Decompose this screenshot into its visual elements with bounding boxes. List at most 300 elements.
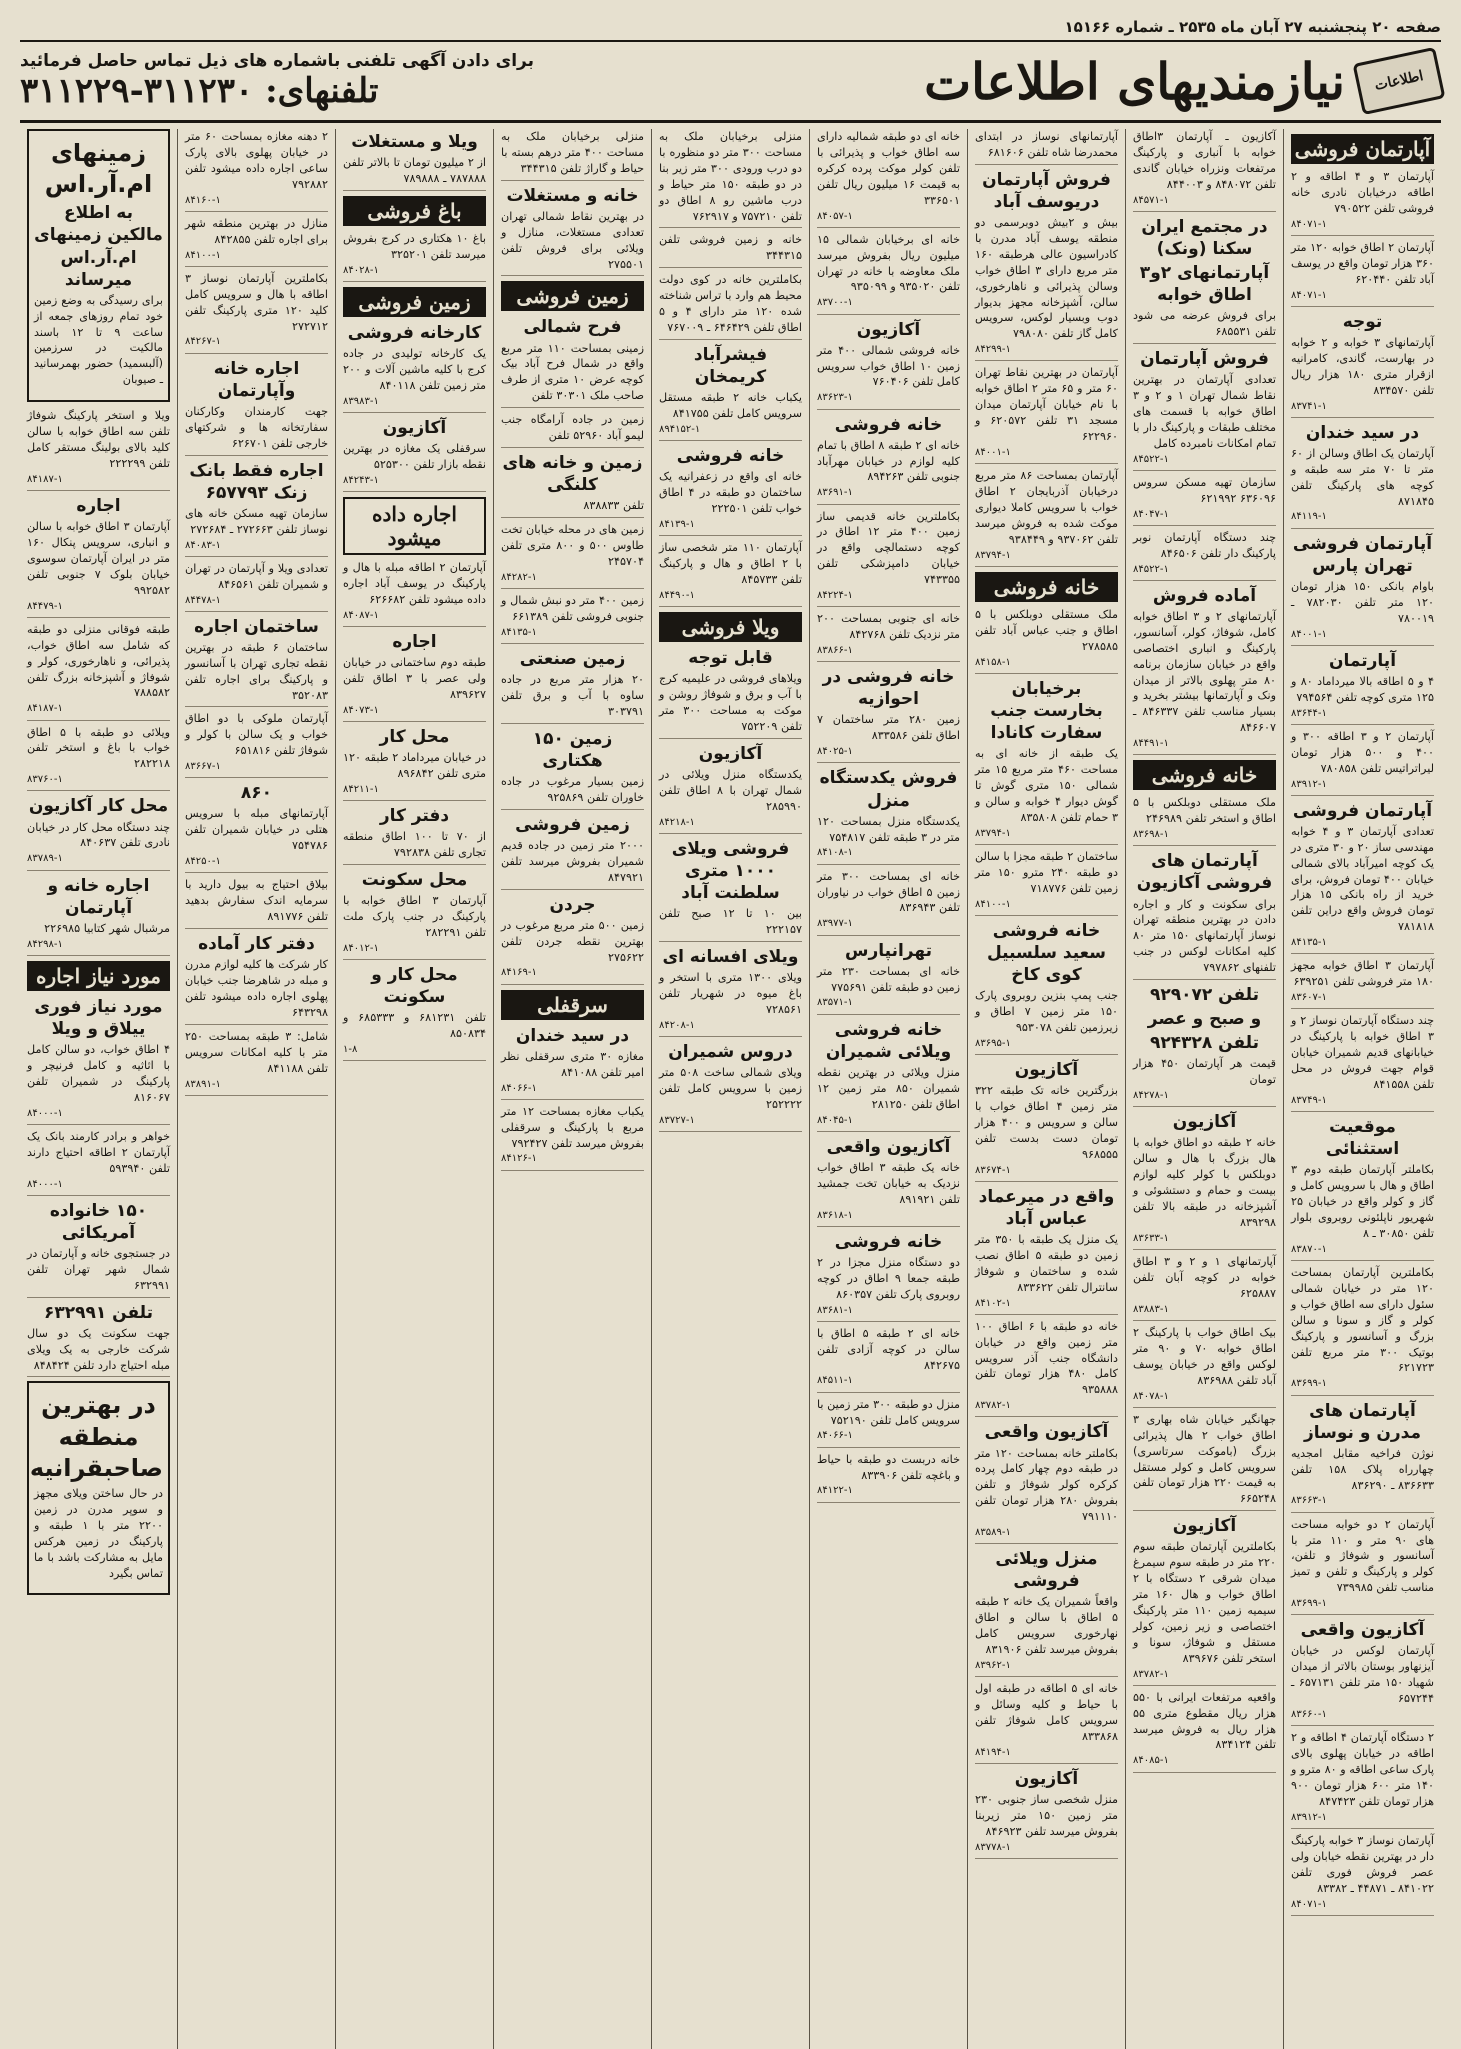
ad-text: باوام بانکی ۱۵۰ هزار تومان ۱۲۰ متر تلفن ۷۸۲۰۳۰ ـ ۷۸۰۰۱۹: [1291, 579, 1435, 625]
classified-ad: [1133, 609, 1276, 755]
classified-ad: [343, 750, 486, 801]
classified-ad: [975, 988, 1118, 1055]
ad-text: آپارتمان ملوکی با دو اطاق خواب و یک سالن با کولر و شوفاژ تلفن ۶۵۱۸۱۶: [185, 712, 328, 758]
ad-headline: خانه فروشی: [834, 1231, 943, 1252]
ad-text: یکدستگاه منزل بمساحت ۱۲۰ متر در ۳ طبقه تلفن ۷۵۴۸۱۷: [817, 814, 960, 844]
section-header: آپارتمان فروشی: [1291, 134, 1434, 164]
ad-code: ۸۴۰۲۸-۱: [343, 264, 379, 276]
classified-ad: [343, 893, 486, 960]
classified-ad: [1133, 1690, 1276, 1773]
classified-ad: [975, 1083, 1118, 1182]
ad-text: مغازه ۳۰ متری سرقفلی نظر امیر تلفن ۸۴۱۰۸۸: [501, 1049, 644, 1079]
title-text: نیازمندیهای اطلاعات: [924, 51, 1345, 111]
ad-headline: ۱۵۰ خانواده آمریکائی: [49, 1200, 148, 1243]
ad-text: در خیابان میرداماد ۲ طبقه ۱۲۰ متری تلفن ۸۹۶۸۴۲: [343, 751, 486, 780]
ad-code: ۸۴۱۲۶-۱: [501, 1153, 537, 1165]
column-9: [20, 129, 177, 2049]
column-2: [1125, 129, 1283, 2049]
ad-text: منزلی برخیابان ملک به مساحت ۳۰۰ متر دو منظوره با دو درب ورودی ۳۰۰ متر زیر بنا در دو طبقه ۱۵۰ متر حیاط و درب ماشین رو ۸ اطاق دو تلفن ۷۵۷۲۱۰ و ۷۶۲۹۱۷: [659, 130, 802, 223]
ad-headline: خانه فروشی در احوازیه: [822, 667, 955, 710]
classified-ad: [1133, 1254, 1276, 1321]
ad-text: آپارتمان بمساحت ۸۶ متر مربع درخیابان آذربایجان ۲ اطاق خواب با سرویس کاملا دیواری موکت شده به فروش میرسد تلفن ۹۳۷۰۶۲ و ۹۳۸۴۴۹: [975, 469, 1118, 546]
ad-code: ۸۳۸۹۱-۱: [185, 1078, 221, 1090]
classified-ad: [343, 1010, 486, 1061]
classified-ad: [185, 129, 328, 212]
ad-code: ۸۴۱۰۸-۱: [817, 847, 853, 859]
classified-ad: [501, 341, 644, 409]
classified-ad: [975, 1232, 1118, 1315]
ad-code: ۸۴۰۰۰-۱: [27, 1178, 63, 1190]
ad-text: جهانگیر خیابان شاه بهاری ۳ اطاق خواب ۲ هال پذیرائی بزرگ (باموکت سرتاسری) سرویس کامل و کولر مستقل به قیمت ۲۲۰ هزار تومان تلفن ۶۶۵۲۴۸: [1133, 1412, 1276, 1506]
classified-ad: [27, 725, 170, 792]
ad-text: زمین در جاده آرامگاه جنب لیمو آباد ۵۲۹۶۰ تلفن: [501, 413, 644, 443]
ad-text: ۴ اطاق خواب، دو سالن کامل با اثاثیه و کامل فرنیچر و پارکینگ در شمیران تلفن ۸۱۶۰۶۷: [27, 1043, 170, 1104]
classified-ad: [659, 540, 802, 607]
ad-text: ویلای شمالی ساخت ۵۰۸ متر زمین با سرویس کامل تلفن ۲۵۲۲۲۲: [659, 1065, 802, 1111]
ad-text: خانه دو طبقه با ۶ اطاق ۱۰۰ متر زمین واقع در خیابان دانشگاه جنب آذر سرویس کامل ۴۸۰ هزار تومان تلفن ۹۳۵۸۸۸: [975, 1319, 1118, 1397]
classified-ad: [27, 1246, 170, 1298]
ad-code: ۸۴۱۰۰-۱: [185, 249, 221, 261]
ad-code: ۸۳۹۱۲-۱: [1291, 778, 1327, 790]
ad-code: ۸۴۲۴۳-۱: [343, 474, 379, 486]
classified-ad: [817, 1160, 960, 1227]
classified-ad: [343, 441, 486, 492]
classified-ad: [1133, 308, 1276, 344]
ad-text: طبقه دوم ساختمانی در خیابان ولی عصر با ۳ اطاق تلفن ۸۳۹۶۲۷: [343, 656, 486, 701]
ad-text: منزل ویلائی در بهترین نقطه شمیران ۸۵۰ متر زمین ۱۲ اطاق تلفن ۲۸۱۲۵۰: [817, 1065, 960, 1111]
ad-code: ۸۳۶۱۸-۱: [817, 1209, 853, 1221]
ad-headline: جردن: [549, 894, 596, 915]
ad-code: ۸۴۵۲۲-۱: [1133, 453, 1169, 465]
ad-text: زمینی بمساحت ۱۱۰ متر مربع واقع در شمال فرح آباد بیک کوچه عرض ۱۰ متری از طرف صاحب ملک ۳۰۳۰۱ تلفن: [501, 341, 644, 403]
ad-text: بیلاق احتیاج به بیول دارید با سرمایه اندک سفارش بدهید تلفن ۸۹۱۷۷۶: [185, 878, 328, 924]
ad-text: از ۲ میلیون تومان تا بالاتر تلفن ۷۸۷۸۸۸ ـ ۷۸۹۸۸۸: [343, 156, 486, 185]
classified-ad: [975, 1446, 1118, 1545]
classified-ad: [27, 1326, 170, 1378]
ad-code: ۸۴۱۳۹-۱: [659, 518, 695, 530]
ad-code: ۸۳۷۹۴-۱: [975, 549, 1011, 561]
ad-headline: اجاره خانه و آپارتمان: [47, 875, 150, 918]
ad-text: کار شرکت ها کلیه لوازم مدرن و مبله در شاهرضا جنب خیابان پهلوی اجاره داده میشود تلفن ۶۴۳۲۹۸: [185, 958, 328, 1019]
column-8: [177, 129, 335, 2049]
ad-code: ۸۳۷۴۹-۱: [1291, 1094, 1327, 1106]
ad-text: ویلاهای فروشی در علیمیه کرج با آب و برق و شوفاژ روشن و موکت به مساحت ۳۰۰ متر تلفن ۷۵۲۲۰۹: [659, 672, 802, 733]
ad-code: ۸۳۶۳۳-۱: [1133, 1232, 1169, 1244]
classified-ad: [659, 970, 802, 1037]
ad-code: ۸۴۲۱۸-۱: [659, 816, 695, 828]
ad-text: بیش و ۲بیش دوبرسمی دو منطقه یوسف آباد مدرن با کادراسیون عالی هرطبقه ۱۶۰ متر مربع دارای ۳ اطاق خواب وسالن پذیرائی و ناهارخوری، سالن، آشپزخانه مجهز بدیوار دوب وبسیار لوکس، سرویس کامل گاز تلفن ۷۹۸۰۸۰: [975, 216, 1118, 341]
ad-text: خانه و زمین فروشی تلفن ۳۴۴۳۱۵: [659, 233, 802, 263]
ad-code: ۸۴۰۷۳-۱: [343, 704, 379, 716]
ad-code: ۸۴۲۸۲-۱: [501, 571, 537, 583]
ad-headline: توجه: [1342, 311, 1383, 332]
ad-text: یک منزل یک طبقه با ۳۵۰ متر زمین دو طبقه ۵ اطاق نصب شده و ساختمان و شوفاژ سانترال تلفن ۸۳۳۶۲۲: [975, 1232, 1119, 1294]
ad-code: ۸۳۹۷۷-۱: [817, 918, 853, 930]
ad-code: ۸۴۰۷۱-۱: [1291, 289, 1327, 301]
ad-code: ۸۳۶۶۰-۱: [1291, 1709, 1327, 1721]
section-header: زمین فروشی: [343, 287, 486, 317]
ad-text: آپارتمان ۲ اطاق خوابه ۱۲۰ متر ۳۶۰ هزار تومان واقع در یوسف آباد تلفن ۶۲۰۴۴۰: [1291, 240, 1434, 286]
ad-code: ۸۴۰۷۱-۱: [1291, 218, 1327, 230]
contact-box: [20, 51, 534, 111]
ad-text: آپارتمان یک اطاق وسالن از ۶۰ متر تا ۷۰ متر سه طبقه و کوچه های پارکینگ تلفن ۸۷۱۸۴۵: [1291, 446, 1434, 508]
ad-code: ۸۴۰۸۵-۱: [1133, 1755, 1169, 1767]
column-5: [651, 129, 809, 2049]
ad-code: ۸۴۲۱۱-۱: [343, 783, 379, 795]
ad-headline: آکازیون: [698, 743, 763, 764]
classified-ad: [1291, 824, 1434, 955]
ad-text: ملک مستقلی دوبلکس با ۵ اطاق و جنب عباس آباد تلفن ۲۷۸۵۸۵: [975, 607, 1118, 653]
ad-headline: اجاره: [392, 631, 437, 652]
ad-text: آکازیون ـ آپارتمان ۳اطاق خوابه با آنباری و پارکینگ مرتفعات ونزراه خیابان گاندی تلفن ۸۴۸۰۷۲ و ۸۴۴۰۰۳: [1133, 130, 1276, 191]
ad-headline: آکازیون واقعی: [826, 1136, 951, 1157]
ad-headline: تهرانپارس: [845, 940, 932, 961]
ad-headline: فروش آپارتمان دریوسف آباد: [982, 169, 1111, 212]
ad-code: ۸۴۱۱۹-۱: [1291, 511, 1327, 523]
ad-code: ۸۴۰۸۳-۱: [185, 539, 221, 551]
announcement-subtitle: به اطلاع مالکین زمینهای ام.آر.اس میرساند: [34, 203, 163, 290]
ad-text: خانه ای برخیابان شمالی ۱۵ میلیون ریال بفروش میرسد ملک معاوضه با خانه در تهران تلفن ۹۳۵۰۲۰ و ۹۳۵۰۹۹: [817, 232, 960, 294]
classified-ad: [343, 829, 486, 865]
classified-ad: [1291, 1013, 1434, 1112]
ad-headline: فیشرآباد کریمخان: [693, 344, 768, 387]
classified-ad: [501, 209, 644, 277]
ad-headline: خانه فروشی: [834, 414, 943, 435]
ad-code: ۸۴۰۶۶-۱: [817, 1430, 853, 1442]
classified-ad: [1291, 1833, 1434, 1916]
ad-text: ۲ دهنه مغازه بمساحت ۶۰ متر در خیابان پهلوی بالای پارک ساعی اجاره داده میشود تلفن ۷۹۲۸۸۲: [185, 130, 328, 191]
classified-ad: [27, 622, 170, 721]
ad-text: واقعیه مرتفعات ایرانی با ۵۵۰ هزار ریال مقطوع متری ۵۵ هزار ریال به فروش میرسد تلفن ۸۳۴۱۲۴: [1133, 1690, 1276, 1752]
ad-text: خانه ای ۵ اطاقه در طبقه اول با حیاط و کلیه وسائل و سرویس کامل شوفاژ تلفن ۸۳۳۸۶۸: [975, 1682, 1118, 1743]
classified-ad: [817, 814, 960, 865]
ad-text: خانه فروشی شمالی ۴۰۰ متر زمین ۱۰ اطاق خواب سرویس کامل تلفن ۷۶۰۴۰۶: [817, 343, 960, 389]
ad-headline: ویلا و مستغلات: [351, 132, 478, 152]
ad-headline: آکازیون: [382, 417, 447, 438]
ad-code: ۸۴۱۰۰-۱: [975, 898, 1011, 910]
section-title: [924, 52, 1441, 111]
ad-text: نوژن فراخیه مقابل امجدیه چهارراه پلاک ۱۵۸ تلفن ۸۳۶۶۳۳ ـ ۸۳۶۲۹۰: [1291, 1446, 1434, 1492]
ad-code: ۸۴۲۰۸-۱: [659, 1019, 695, 1031]
ad-text: باغ ۱۰ هکتاری در کرج بفروش میرسد تلفن ۳۲۵۲۰۱: [343, 231, 486, 261]
column-7: [335, 129, 493, 2049]
ad-text: واقعاً شمیران یک خانه ۲ طبقه ۵ اطاق با سالن و اطاق نهارخوری سرویس کامل بفروش میرسد تلفن ۸۳۱۹۰۶: [975, 1595, 1118, 1657]
classified-ad: [659, 469, 802, 536]
ad-headline: آپارتمان: [1328, 650, 1397, 671]
ad-text: آپارتمان ۳ اطاق خوابه مجهز ۱۸۰ متر فروشی تلفن ۶۳۹۲۵۱: [1291, 959, 1435, 989]
column-3: [967, 129, 1125, 2049]
classified-ad: [817, 129, 960, 228]
ad-code: ۸۴۴۹۱-۱: [1133, 738, 1169, 750]
classified-ad: [501, 412, 644, 448]
ad-text: جنب پمپ بنزین روبروی پارک ۱۵۰ متر زمین ۷ اطاق و زیرزمین تلفن ۹۵۳۰۷۸: [975, 988, 1118, 1034]
ad-code: ۸۳۶۹۹-۱: [1291, 1598, 1327, 1610]
ad-headline: محل سکونت: [361, 869, 468, 890]
classified-ad: [27, 820, 170, 871]
ad-text: منزل شخصی ساز جنوبی ۲۳۰ متر زمین ۱۵۰ متر زیربنا بفروش میرسد تلفن ۸۴۶۹۲۳: [975, 1793, 1118, 1838]
ad-code: ۸۳۹۶۲-۱: [975, 1660, 1011, 1672]
ad-text: آپارتمان ۳ و ۴ اطاقه و ۲ اطاقه درخیابان نادری خانه فروشی تلفن ۷۹۰۵۲۲: [1291, 170, 1435, 215]
announcement-title: زمینهای ام.آر.اس: [44, 139, 153, 199]
ad-headline: ویلای افسانه ای: [662, 946, 799, 967]
page-info: صفحه ۲۰ پنجشنبه ۲۷ آبان ماه ۲۵۳۵ ـ شماره ۱۵۱۶۶: [1064, 18, 1441, 36]
ad-text: تعدادی آپارتمان در بهترین نقاط شمال تهران ۱ و ۲ و ۳ اطاق خوابه با قسمت های مختلف طبقات و پارکینگ دار با تمام امکانات نامبرده کامل: [1133, 373, 1277, 450]
ad-text: بزرگترین خانه تک طبقه ۳۲۲ متر زمین ۴ اطاق خواب با سالن و سرویس و ۴۰۰ هزار تومان دست بدست تلفن ۹۶۸۵۵۵: [975, 1083, 1118, 1161]
ad-text: آپارتمانهای مبله با سرویس هتلی در خیابان شمیران تلفن ۷۵۴۷۸۶: [185, 807, 328, 853]
classified-ad: [975, 1594, 1118, 1677]
classified-ad: [501, 498, 644, 518]
ad-text: از ۷۰ تا ۱۰۰ اطاق منطقه تجاری تلفن ۷۹۲۸۳۸: [343, 830, 487, 859]
classified-ad: [343, 155, 486, 191]
ad-code: ۸۴۲۲۴-۱: [817, 590, 853, 602]
ad-headline: زمین صنعتی: [519, 648, 626, 669]
ad-headline: تلفن ۹۲۹۰۷۲: [1149, 985, 1260, 1006]
classified-ad: [659, 906, 802, 942]
ad-text: منزل دو طبقه ۳۰۰ متر زمین با سرویس کامل تلفن ۷۵۲۱۹۰: [817, 1397, 960, 1427]
classified-ad: [1291, 1162, 1434, 1261]
classified-ad: [975, 746, 1118, 845]
ad-text: زمین ۵۰۰ متر مربع مرغوب در بهترین نقطه جردن تلفن ۲۷۵۶۲۲: [501, 918, 644, 964]
classified-ad: [975, 849, 1118, 916]
ad-headline: دفتر کار: [379, 806, 450, 826]
ad-text: آپارتمانهای ۳ خوابه و ۲ خوابه در بهارست، گاندی، کامرانیه ازقرار متری ۱۸۰ هزار ریال تلفن ۸۳۴۵۷۰: [1291, 335, 1435, 397]
classified-ad: [1133, 1056, 1276, 1107]
ad-code: ۸۴۰۰۱-۱: [1291, 628, 1327, 640]
ad-headline: آپارتمان های مدرن و نوساز: [1304, 1400, 1421, 1443]
classified-ad: [975, 1681, 1118, 1764]
page-info-bar: [20, 14, 1441, 42]
announcement-title: در بهترین منطقه صاحبقرانیه: [29, 1391, 163, 1482]
ad-headline: برخیابان بخارست جنب سفارت کانادا: [990, 678, 1103, 743]
classified-ad: [501, 838, 644, 890]
ad-text: ۴ و ۵ اطاقه بالا میرداماد ۸۰ و ۱۲۵ متری کوچه تلفن ۷۹۴۵۶۴: [1291, 674, 1434, 704]
classified-ad: [185, 1029, 328, 1096]
ad-text: آپارتمان ۱۱۰ متر شخصی ساز با ۲ اطاق و هال و پارکینگ تلفن ۸۴۵۷۳۳: [659, 541, 802, 586]
ad-code: ۸۴۱۹۴-۱: [975, 1746, 1011, 1758]
classified-ad: [975, 607, 1118, 674]
ad-text: یکدستگاه منزل ویلائی در شمال تهران با ۸ اطاق تلفن ۲۸۵۹۹۰: [659, 767, 802, 813]
ad-headline: و صبح و عصر: [1147, 1009, 1262, 1030]
ad-code: ۸۴۱۳۵-۱: [501, 626, 537, 638]
ad-text: ویلا و استخر پارکینگ شوفاژ تلفن سه اطاق خوابه با سالن کلید بالای بولینگ مستقر کامل تلفن ۲۲۲۲۹۹: [27, 409, 170, 470]
ad-text: ویلای ۱۳۰۰ متری با استخر و باغ میوه در شهریار تلفن ۷۲۸۵۶۱: [659, 970, 802, 1016]
ad-headline: آماده فروش: [1152, 585, 1257, 606]
ad-code: ۸۳۶۰۷-۱: [1291, 992, 1327, 1004]
classified-ad: [1291, 729, 1434, 796]
classified-ad: [1133, 475, 1276, 526]
ad-text: خانه ای بمساحت ۳۰۰ متر زمین ۵ اطاق خواب در نیاوران تلفن ۸۳۶۹۴۳: [817, 869, 961, 915]
ad-code: ۸۴۰۷۱-۱: [1291, 1898, 1327, 1910]
ad-text: طبقه فوقانی منزلی دو طبقه که شامل سه اطاق خواب، پذیرائی، و ناهارخوری، کولر و شوفاژ و آشپزخانه بزرگ تلفن ۷۸۸۵۸۲: [27, 622, 170, 700]
classified-ad: [817, 1326, 960, 1393]
classified-ad: [501, 1104, 644, 1171]
ad-code: ۸۳۶۹۹-۱: [1291, 1378, 1327, 1390]
ad-headline: زمین و خانه های کلنگی: [502, 452, 643, 496]
ad-text: چند دستگاه محل کار در خیابان نادری تلفن ۸۴۰۶۳۷: [27, 820, 170, 850]
ad-headline: فروش یکدستگاه منزل: [819, 768, 958, 811]
classified-ad: [817, 1065, 960, 1132]
ad-code: ۸۳۶۷۴-۱: [975, 1164, 1011, 1176]
classified-ad: [817, 509, 960, 608]
ad-text: آپارتمانهای نوساز در ابتدای محمدرضا شاه تلفن ۶۸۱۶۰۶: [975, 130, 1118, 159]
ad-text: زمین ۲۸۰ متر ساختمان ۷ اطاق تلفن ۸۳۳۵۸۶: [817, 713, 960, 743]
ad-code: ۸۴۰۱۲-۱: [343, 942, 379, 954]
ad-text: در بهترین نقاط شمالی تهران تعدادی مستغلات، منازل و ویلائی برای فروش تلفن ۲۷۵۵۰۱: [501, 209, 644, 271]
ad-text: منازل در بهترین منطقه شهر برای اجاره تلفن ۸۴۲۸۵۵: [185, 216, 328, 246]
ad-code: ۸۴۰۰۱-۱: [975, 446, 1011, 458]
ad-text: شامل: ۳ طبقه بمساحت ۲۵۰ متر با کلیه امکانات سرویس تلفن ۸۴۱۱۸۸: [185, 1029, 328, 1075]
ad-headline: اجاره فقط بانک زنک ۶۵۷۷۹۳: [189, 460, 324, 503]
classified-ad: [501, 593, 644, 644]
section-header: سرقفلی: [501, 990, 644, 1020]
classified-ad: [975, 129, 1118, 165]
ad-code: ۸۴۰۰۰-۱: [27, 1107, 63, 1119]
classified-ad: [817, 438, 960, 505]
classified-ad: [1291, 446, 1434, 529]
classified-ad: [1133, 897, 1276, 981]
classified-ad: [1291, 1446, 1434, 1513]
ad-text: خانه ای دو طبقه شمالیه دارای سه اطاق خواب و پذیرائی با تلفن کولر موکت پرده کرکره به قیمت ۱۶ میلیون ریال تلفن ۳۳۶۵۰۱: [817, 130, 960, 207]
ad-headline: تلفن ۶۳۲۹۹۱: [43, 1302, 154, 1323]
classified-ad: [659, 129, 802, 228]
masthead: [20, 42, 1441, 123]
ad-headline: مورد نیاز فوری ییلاق و ویلا: [34, 996, 163, 1039]
classified-ad: [27, 1042, 170, 1125]
ad-headline: فروش آپارتمان: [1140, 349, 1269, 369]
ad-text: تعدادی ویلا و آپارتمان در تهران و شمیران تلفن ۸۴۶۵۶۱: [185, 561, 328, 591]
ad-headline: زمین ۱۵۰ هکتاری: [532, 728, 613, 771]
ad-text: ۲ دستگاه آپارتمان ۴ اطاقه و ۲ اطاقه در خیابان پهلوی بالای پارک ساعی اطاقه و ۸۰ مترو و ۱۴۰ متر ۶۰۰ هزار تومان ۹۰۰ هزار تومان تلفن ۸۴۷۴۲۳: [1291, 1731, 1435, 1808]
ad-code: ۸۴۰۶۶-۱: [501, 1082, 537, 1094]
ad-code: ۸۴۰۸۷-۱: [343, 609, 379, 621]
announcement-body: برای رسیدگی به وضع زمین خود تمام روزهای جمعه از ساعت ۹ تا ۱۲ باسند مالکیت در سرزمین (آلبسمید) حضور بهمرسانید ـ صیوبان: [34, 293, 164, 387]
ad-headline: فرح شمالی: [523, 317, 622, 338]
ad-text: چند دستگاه آپارتمان نوبر پارکینگ دار تلفن ۸۴۶۵۰۶: [1133, 530, 1276, 560]
ad-text: بکاملتر آپارتمان طبقه دوم ۳ اطاق و هال با سرویس کامل و گاز و کولر واقع در خیابان ۲۵ شهریور ناپلئونی روبروی بلوار تلفن ۳۰۸۵۰ ـ ۸: [1291, 1163, 1434, 1240]
ad-code: ۸۴۰۲۵-۱: [817, 746, 853, 758]
ad-code: ۸۳۸۷۰-۱: [1291, 1243, 1327, 1255]
ad-headline: محل کار آکازیون: [28, 796, 169, 817]
section-header: ویلا فروشی: [659, 612, 802, 642]
ad-headline: ساختمان اجاره: [194, 616, 319, 637]
column-4: [809, 129, 967, 2049]
classified-ad: [817, 1255, 960, 1322]
boxed-announcement: [27, 129, 170, 402]
newspaper-logo-icon: [1353, 47, 1446, 115]
ad-code: ۸۴۲۹۸-۱: [27, 938, 63, 950]
ad-headline: آپارتمان فروشی: [1292, 800, 1433, 821]
classified-ad: [185, 640, 328, 708]
classified-ad: [1291, 674, 1434, 725]
classified-ad: [27, 519, 170, 618]
classified-ad: [975, 1319, 1118, 1418]
ad-code: ۸۴۰۴۵-۱: [817, 1114, 853, 1126]
ad-text: در جستجوی خانه و آپارتمان در شمال شهر تهران تلفن ۶۳۲۹۹۱: [27, 1246, 170, 1292]
ad-headline: آکازیون واقعی: [1300, 1620, 1425, 1641]
ad-code: ۸۳۷۴۱-۱: [1291, 400, 1327, 412]
ad-text: ساختمان ۲ طبقه مجزا با سالن دو طبقه ۲۴۰ مترو ۱۵۰ متر زمین تلفن ۷۱۸۷۷۶: [975, 849, 1118, 895]
classified-ad: [27, 1129, 170, 1196]
ad-code: ۸۴۲۹۹-۱: [975, 344, 1011, 356]
ad-text: بکاملترین آپارتمان طبقه سوم ۲۲۰ متر در طبقه سوم سیمرغ میدان شرقی ۲ دستگاه با ۲ اطاق خواب و هال ۱۶۰ متر سیمیه زمین ۱۱۰ متر پارکینگ اختصاصی و زیر زمین، کولر مستقل و شوفاژ، سونا و استخر تلفن ۸۳۹۶۷۶: [1133, 1540, 1276, 1665]
ad-text: خواهر و برادر کارمند بانک یک آپارتمان ۲ اطاقه احتیاج دارند تلفن ۵۹۳۹۴۰: [27, 1129, 170, 1175]
ad-code: ۸۴۱۶۹-۱: [501, 967, 537, 979]
ad-code: ۸۳۷۰۰-۱: [817, 297, 853, 309]
classified-ad: [817, 964, 960, 1015]
ad-headline: اجاره: [76, 496, 121, 516]
ad-text: خانه ای واقع در زعفرانیه یک ساختمان دو طبقه در ۴ اطاق خواب تلفن ۲۲۲۵۰۱: [659, 470, 802, 515]
ad-text: یک کارخانه تولیدی در جاده کرج با کلیه ماشین آلات و ۲۰۰ متر زمین تلفن ۸۴۰۱۱۸: [343, 347, 486, 392]
classified-ad: [817, 1452, 960, 1503]
announcement-body: در حال ساختن ویلای مجهز و سوپر مدرن در زمین ۲۲۰۰ متر با ۱ طبقه و پارکینگ در زمین هرکس مایل به مشارکت باشد با ما تماس بگیرد: [34, 1487, 164, 1580]
classified-ad: [1133, 1412, 1276, 1511]
ad-text: ملک مستقلی دوبلکس با ۵ اطاق و استخر تلفن ۲۴۶۹۸۹: [1133, 796, 1276, 826]
ad-code: ۸۴۰۴۷-۱: [1133, 508, 1169, 520]
ad-text: بین ۱۰ تا ۱۲ صبح تلفن ۲۲۲۱۵۷: [659, 906, 803, 936]
ad-code: ۸۴۵۷۱-۱: [1133, 194, 1169, 206]
classified-ad: [1291, 958, 1434, 1009]
classified-ad: [975, 1792, 1118, 1859]
section-header: زمین فروشی: [501, 281, 644, 311]
classified-ad: [185, 561, 328, 612]
ad-text: خانه دربست دو طبقه با حیاط و باغچه تلفن ۸۳۳۹۰۶: [817, 1452, 960, 1482]
ad-code: ۸۴۱۲۲-۱: [817, 1485, 853, 1497]
ad-text: آپارتمان در بهترین نقاط تهران ۶۰ متر و ۶۵ متر ۲ اطاق خوابه با نام خیابان آپارتمان میدان مسجد ۳۱ تلفن ۶۲۰۵۷۲ و ۶۲۲۹۶۰: [975, 366, 1119, 444]
ad-text: مرشبال شهر کتابیا ۲۲۶۹۸۵: [44, 921, 170, 935]
classified-ad: [1133, 1539, 1276, 1685]
ad-code: ۸۴۰۵۷-۱: [817, 210, 853, 222]
ad-headline: آپارتمان های فروشی آکازیون: [1136, 851, 1273, 894]
ad-headline: خانه فروشی ویلائی شمیران: [825, 1019, 952, 1062]
classified-ad: [501, 672, 644, 724]
ad-headline: در سید خندان: [515, 1025, 630, 1046]
classified-ad: [659, 272, 802, 340]
classified-ad: [27, 408, 170, 491]
ad-text: خانه ۲ طبقه دو اطاق خوابه با هال بزرگ با هال و سالن دوبلکس با کولر کلیه لوازم بیست و حمام و دستشوئی و آشپزخانه در طبقه بالا تلفن ۸۳۹۲۹۸: [1133, 1136, 1276, 1229]
classified-ad: [975, 468, 1118, 567]
contact-phones: تلفنهای: ۳۱۱۲۳۰-۳۱۱۲۲۹: [20, 71, 379, 111]
classified-ad: [1291, 579, 1434, 646]
ad-code: ۸۳۷۸۹-۱: [27, 853, 63, 865]
classified-ad: [1133, 372, 1276, 471]
ad-headline: قابل توجه: [688, 647, 773, 668]
ad-headline: آکازیون: [1014, 1059, 1079, 1080]
section-header: مورد نیاز اجاره: [27, 961, 170, 991]
ad-code: ۸۳۷۸۲-۱: [975, 1400, 1011, 1412]
classified-ad: [343, 655, 486, 722]
ad-code: ۸۴۴۷۸-۱: [185, 594, 221, 606]
ad-code: ۸۴۲۵۰-۱: [185, 856, 221, 868]
column-6: [493, 129, 651, 2049]
classified-ad: [659, 232, 802, 268]
classified-ad: [817, 869, 960, 936]
classified-ad: [501, 918, 644, 985]
ad-code: ۸۳۶۹۵-۱: [975, 1037, 1011, 1049]
classified-ad: [185, 877, 328, 929]
ad-code: ۸۴۱۵۸-۱: [975, 656, 1011, 668]
classified-ad: [1291, 335, 1434, 418]
classified-ad: [343, 346, 486, 413]
classified-ad: [185, 271, 328, 354]
ad-text: تلفن ۸۳۸۸۳۳: [583, 499, 644, 513]
classified-ad: [659, 767, 802, 834]
ad-text: منزلی برخیابان ملک به مساحت ۴۰۰ متر درهم بسته با حیاط و گاراژ تلفن ۳۴۴۳۱۵: [501, 130, 644, 175]
ad-headline: کارخانه فروشی: [347, 322, 482, 343]
section-header: باغ فروشی: [343, 196, 486, 226]
classified-ad: [817, 712, 960, 763]
ad-text: چند دستگاه آپارتمان نوساز ۲ و ۳ اطاق خوابه با پارکینگ در خیابانهای قدیم شمیران خیابان قوام جهت فروش در محل تلفن ۸۴۱۵۵۸: [1291, 1014, 1434, 1091]
ad-code: ۸۳۹۸۳-۱: [343, 395, 379, 407]
